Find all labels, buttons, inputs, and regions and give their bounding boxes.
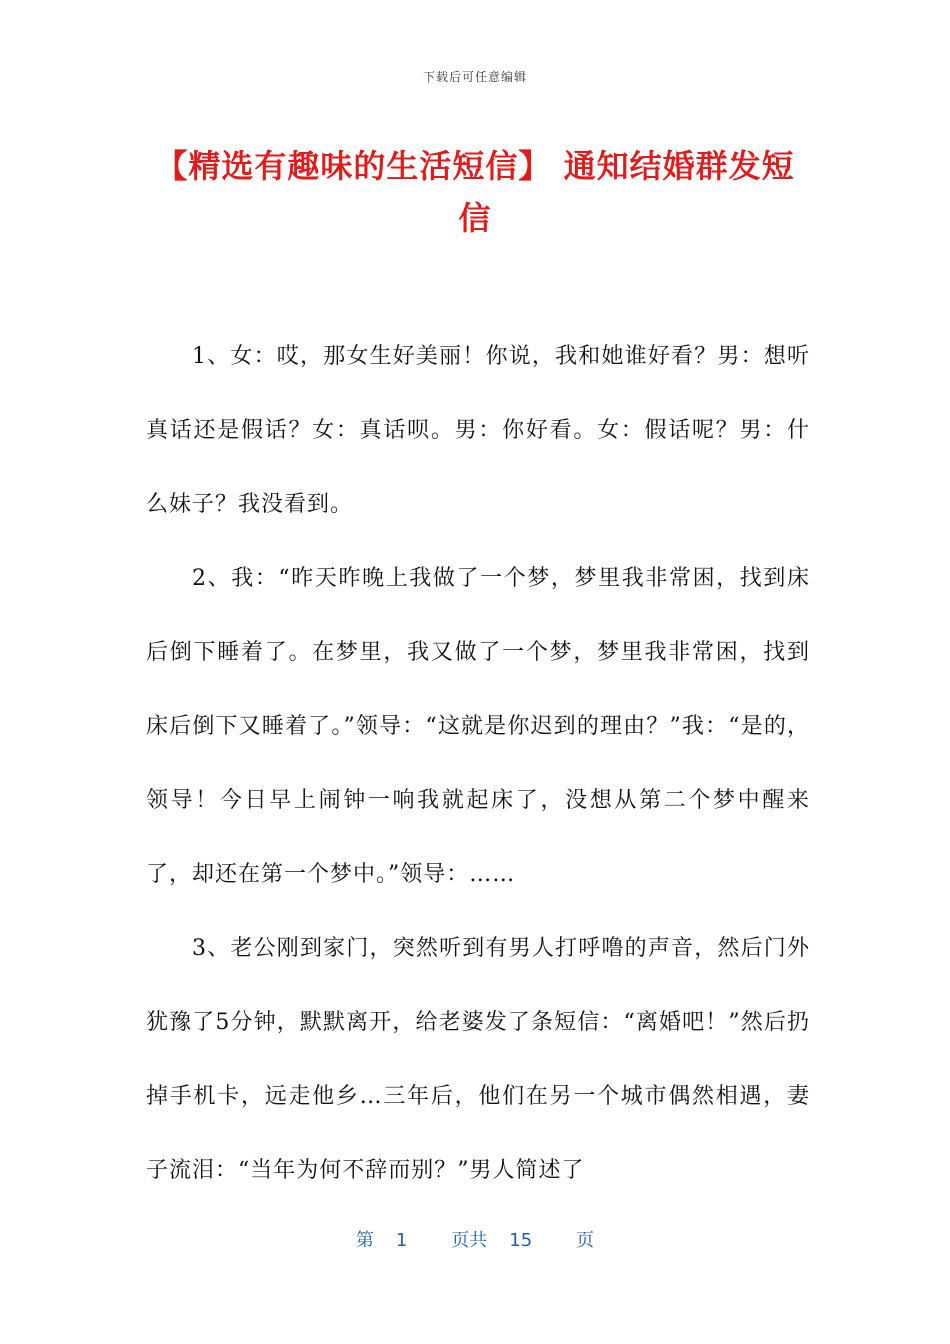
footer-prefix: 第 [355,1230,374,1251]
header-note: 下载后可任意编辑 [422,70,527,84]
footer-middle: 页共 [451,1230,488,1251]
document-title: 【精选有趣味的生活短信】 通知结婚群发短信 [155,147,795,237]
footer-current-page: 1 [395,1230,408,1251]
document-body [146,320,810,1208]
paragraph-2: 2、我：“昨天昨晚上我做了一个梦，梦里我非常困，找到床后倒下睡着了。在梦里，我又做了一个梦，梦里我非常困，找到床后倒下又睡着了。”领导：“这就是你迟到的理由？”我：“是的，领导！今日早上闹钟一响我就起床了，没想从第二个梦中醒来了，却还在第一个梦中。”领导：…… [146,566,810,887]
paragraph-1: 1、女：哎，那女生好美丽！你说，我和她谁好看？男：想听真话还是假话？女：真话呗。男：你好看。女：假话呢？男：什么妹子？我没看到。 [146,344,810,517]
footer-suffix: 页 [576,1230,595,1251]
page-footer [0,1226,950,1252]
footer-total-pages: 15 [509,1230,533,1251]
paragraph-3: 3、老公刚到家门，突然听到有男人打呼噜的声音，然后门外犹豫了5分钟，默默离开，给老婆发了条短信：“离婚吧！”然后扔掉手机卡，远走他乡…三年后，他们在另一个城市偶然相遇，妻子流泪：“当年为何不辞而别？”男人简述了 [146,936,810,1183]
